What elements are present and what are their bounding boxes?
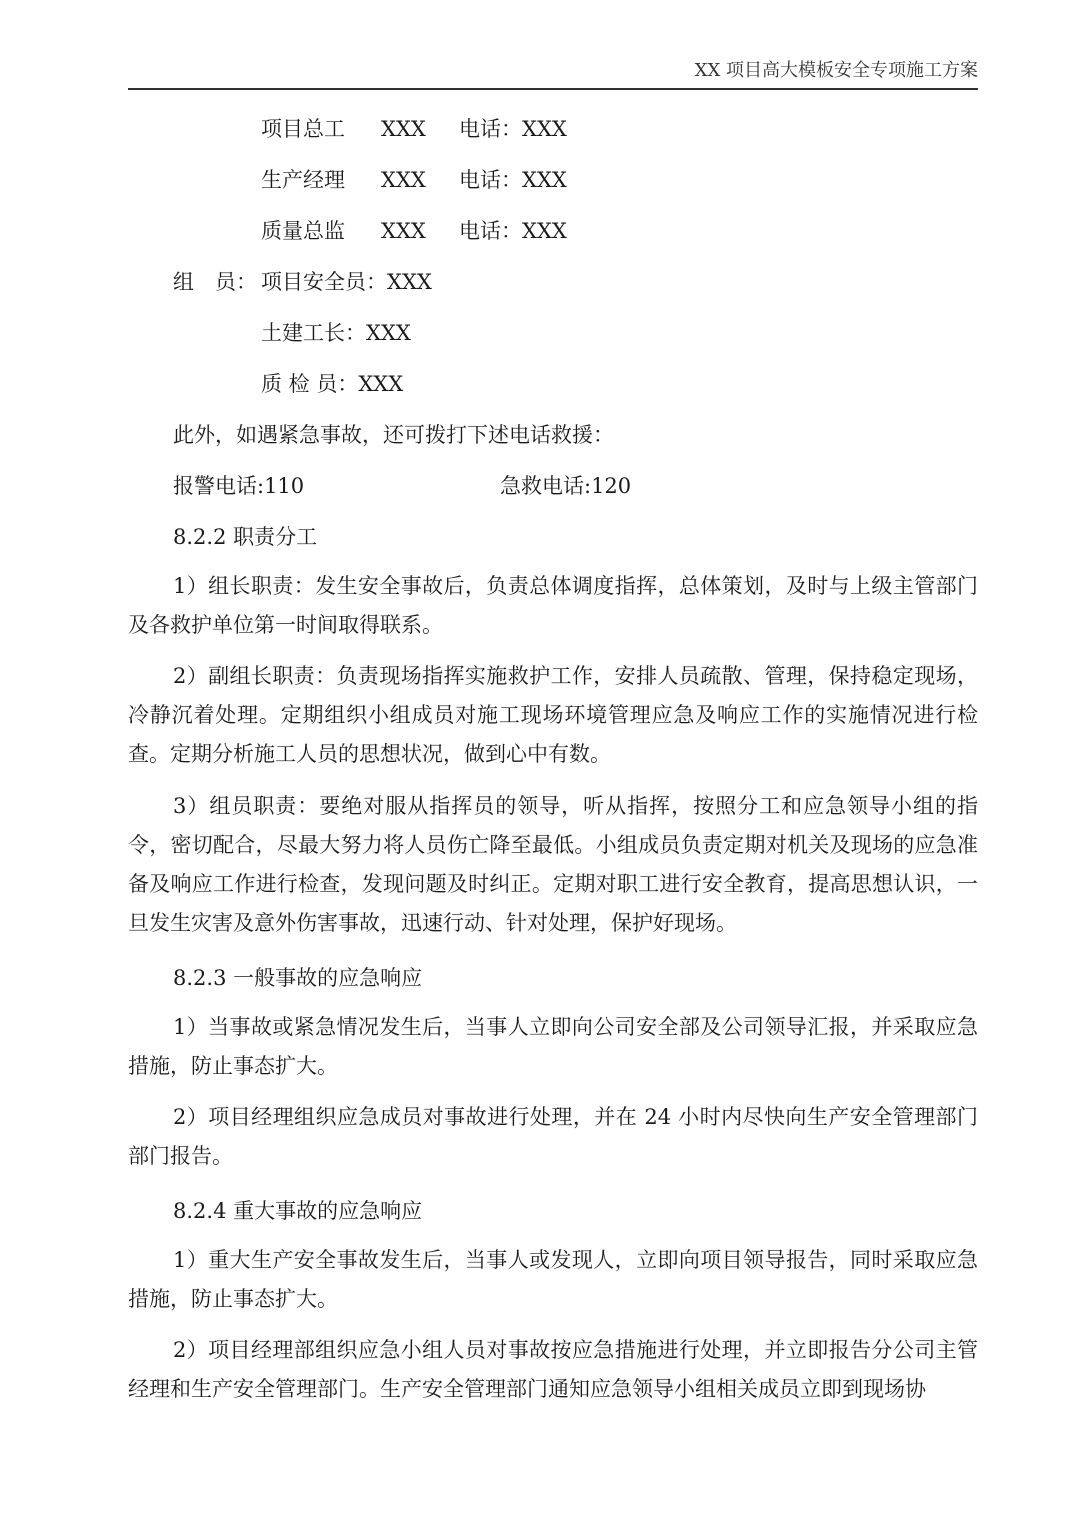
leader-row: [261, 116, 567, 142]
ambulance-phone: 急救电话:120: [500, 474, 632, 498]
section-heading: 8.2.3 一般事故的应急响应: [173, 966, 423, 990]
paragraph: 1）重大生产安全事故发生后，当事人或发现人，立即向项目领导报告，同时采取应急措施，防止事态扩大。: [128, 1248, 978, 1311]
leader-phone: 电话：XXX: [459, 168, 567, 192]
header-title: XX 项目高大模板安全专项施工方案: [694, 60, 978, 81]
leader-phone: 电话：XXX: [459, 117, 567, 141]
paragraph: 2）项目经理组织应急成员对事故进行处理，并在 24 小时内尽快向生产安全管理部门部门报告。: [128, 1105, 978, 1168]
paragraph: 2）项目经理部组织应急小组人员对事故按应急措施进行处理，并立即报告分公司主管经理和生产安全管理部门。生产安全管理部门通知应急领导小组相关成员立即到现场协: [128, 1338, 978, 1401]
leader-role: 项目总工: [261, 117, 345, 141]
paragraph: 3）组员职责：要绝对服从指挥员的领导，听从指挥，按照分工和应急领导小组的指令，密切配合，尽最大努力将人员伤亡降至最低。小组成员负责定期对机关及现场的应急准备及响应工作进行检查，发现问题及时纠正。定期对职工进行安全教育，提高思想认识，一旦发生灾害及意外伤害事故，迅速行动、针对处理，保护好现场。: [128, 794, 978, 935]
leader-name: XXX: [381, 168, 426, 192]
leader-name: XXX: [381, 117, 426, 141]
section-heading: 8.2.4 重大事故的应急响应: [173, 1199, 423, 1223]
leader-row: [261, 167, 567, 193]
page-header: [128, 58, 978, 90]
paragraph: 2）副组长职责：负责现场指挥实施救护工作，安排人员疏散、管理，保持稳定现场，冷静沉着处理。定期组织小组成员对施工现场环境管理应急及响应工作的实施情况进行检查。定期分析施工人员的思想状况，做到心中有数。: [128, 664, 978, 766]
member-item: 质 检 员：XXX: [261, 372, 404, 396]
section-heading: 8.2.2 职责分工: [173, 525, 318, 549]
member-item: 项目安全员：XXX: [261, 270, 432, 294]
leader-name: XXX: [381, 219, 426, 243]
leader-role: 质量总监: [261, 219, 345, 243]
leader-phone: 电话：XXX: [459, 219, 567, 243]
leader-role: 生产经理: [261, 168, 345, 192]
police-phone: 报警电话:110: [173, 474, 305, 498]
members-label: 组 员：: [173, 270, 257, 294]
paragraph: 1）当事故或紧急情况发生后，当事人立即向公司安全部及公司领导汇报，并采取应急措施，防止事态扩大。: [128, 1015, 978, 1078]
paragraph: 1）组长职责：发生安全事故后，负责总体调度指挥，总体策划，及时与上级主管部门及各救护单位第一时间取得联系。: [128, 574, 978, 637]
member-item: 土建工长：XXX: [261, 321, 411, 345]
leader-row: [261, 218, 567, 244]
emergency-intro: 此外，如遇紧急事故，还可拨打下述电话救援：: [173, 423, 614, 447]
